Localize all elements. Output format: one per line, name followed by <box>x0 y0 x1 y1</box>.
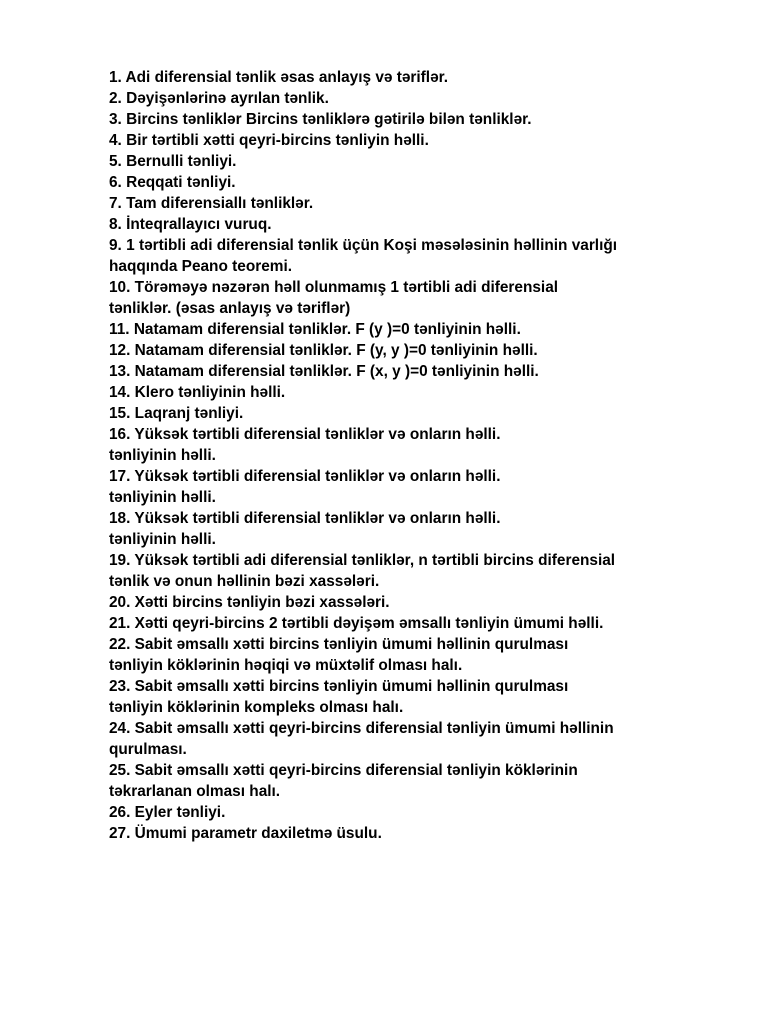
topic-line: 14. Klero tənliyinin həlli. <box>109 384 286 401</box>
topic-line: 26. Eyler tənliyi. <box>109 804 226 821</box>
topic-line: 17. Yüksək tərtibli diferensial tənliklər və onların həlli. <box>109 468 501 485</box>
topic-line: 2. Dəyişənlərinə ayrılan tənlik. <box>109 90 329 107</box>
topic-line: tənliklər. (əsas anlayış və təriflər) <box>109 300 351 317</box>
topic-line: tənliyinin həlli. <box>109 531 216 548</box>
topic-line: 23. Sabit əmsallı xətti bircins tənliyin ümumi həllinin qurulması <box>109 678 569 695</box>
topic-line: 9. 1 tərtibli adi diferensial tənlik üçün Koşi məsələsinin həllinin varlığı <box>109 237 618 254</box>
topic-line: 1. Adi diferensial tənlik əsas anlayış və təriflər. <box>109 69 449 86</box>
topic-line: 8. İnteqrallayıcı vuruq. <box>109 216 272 233</box>
topic-line: tənliyin köklərinin həqiqi və müxtəlif olması halı. <box>109 657 463 674</box>
topic-line: 18. Yüksək tərtibli diferensial tənliklər və onların həlli. <box>109 510 501 527</box>
topic-line: 3. Bircins tənliklər Bircins tənliklərə gətirilə bilən tənliklər. <box>109 111 532 128</box>
topic-line: qurulması. <box>109 741 187 758</box>
topic-line: 4. Bir tərtibli xətti qeyri-bircins tənliyin həlli. <box>109 132 429 149</box>
topic-list <box>109 67 719 844</box>
topic-line: 19. Yüksək tərtibli adi diferensial tənliklər, n tərtibli bircins diferensial <box>109 552 616 569</box>
topic-line: təkrarlanan olması halı. <box>109 783 281 800</box>
topic-line: 15. Laqranj tənliyi. <box>109 405 244 422</box>
topic-line: 16. Yüksək tərtibli diferensial tənliklər və onların həlli. <box>109 426 501 443</box>
topic-line: 25. Sabit əmsallı xətti qeyri-bircins diferensial tənliyin köklərinin <box>109 762 578 779</box>
topic-line: tənliyinin həlli. <box>109 489 216 506</box>
topic-line: 24. Sabit əmsallı xətti qeyri-bircins diferensial tənliyin ümumi həllinin <box>109 720 614 737</box>
topic-line: 22. Sabit əmsallı xətti bircins tənliyin ümumi həllinin qurulması <box>109 636 569 653</box>
topic-line: 6. Reqqati tənliyi. <box>109 174 236 191</box>
topic-line: 13. Natamam diferensial tənliklər. F (x, y )=0 tənliyinin həlli. <box>109 363 539 380</box>
topic-line: tənlik və onun həllinin bəzi xassələri. <box>109 573 380 590</box>
topic-line: 12. Natamam diferensial tənliklər. F (y, y )=0 tənliyinin həlli. <box>109 342 538 359</box>
topic-line: 27. Ümumi parametr daxiletmə üsulu. <box>109 825 382 842</box>
topic-line: 7. Tam diferensiallı tənliklər. <box>109 195 314 212</box>
topic-line: 10. Törəməyə nəzərən həll olunmamış 1 tərtibli adi diferensial <box>109 279 559 296</box>
topic-line: tənliyinin həlli. <box>109 447 216 464</box>
topic-line: 11. Natamam diferensial tənliklər. F (y )=0 tənliyinin həlli. <box>109 321 521 338</box>
topic-line: 5. Bernulli tənliyi. <box>109 153 237 170</box>
topic-line: 20. Xətti bircins tənliyin bəzi xassələri. <box>109 594 390 611</box>
topic-line: 21. Xətti qeyri-bircins 2 tərtibli dəyişəm əmsallı tənliyin ümumi həlli. <box>109 615 604 632</box>
topic-line: haqqında Peano teoremi. <box>109 258 293 275</box>
topic-line: tənliyin köklərinin kompleks olması halı. <box>109 699 404 716</box>
document-page <box>109 67 719 844</box>
